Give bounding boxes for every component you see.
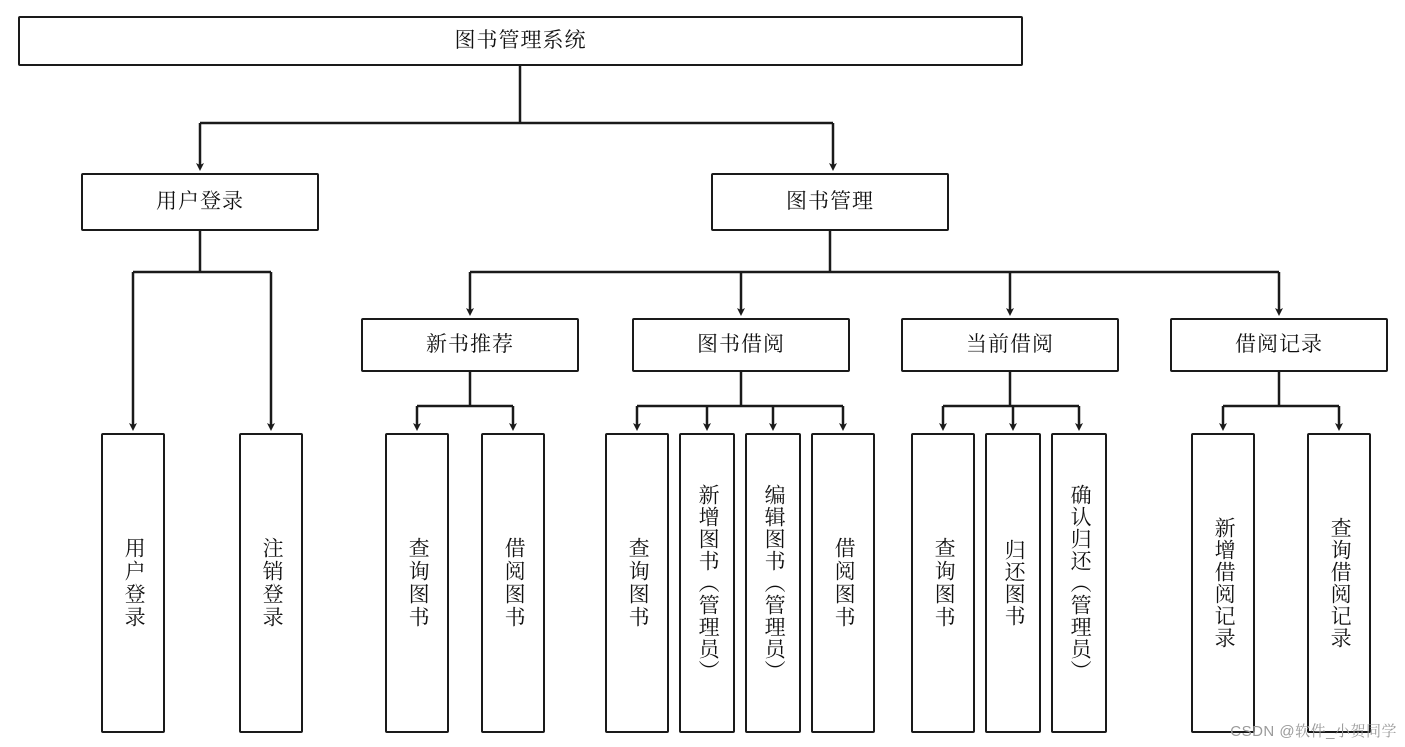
node-leaf-query-book-current: 查询图书 (911, 433, 975, 733)
node-user-login: 用户登录 (81, 173, 319, 231)
node-leaf-user-login: 用户登录 (101, 433, 165, 733)
node-borrow-record: 借阅记录 (1170, 318, 1388, 372)
node-leaf-query-book-new: 查询图书 (385, 433, 449, 733)
node-leaf-query-book-borrow: 查询图书 (605, 433, 669, 733)
node-leaf-add-borrow-record: 新增借阅记录 (1191, 433, 1255, 733)
node-leaf-borrow-book: 借阅图书 (811, 433, 875, 733)
node-leaf-confirm-return-admin: 确认归还（管理员） (1051, 433, 1107, 733)
watermark-text: CSDN @软件_小贺同学 (1230, 723, 1397, 740)
node-leaf-query-borrow-record: 查询借阅记录 (1307, 433, 1371, 733)
node-current-borrow: 当前借阅 (901, 318, 1119, 372)
node-leaf-return-book: 归还图书 (985, 433, 1041, 733)
node-leaf-add-book-admin: 新增图书（管理员） (679, 433, 735, 733)
node-book-borrow: 图书借阅 (632, 318, 850, 372)
node-leaf-borrow-book-new: 借阅图书 (481, 433, 545, 733)
node-leaf-logout: 注销登录 (239, 433, 303, 733)
node-book-management: 图书管理 (711, 173, 949, 231)
node-root: 图书管理系统 (18, 16, 1023, 66)
node-new-book-recommend: 新书推荐 (361, 318, 579, 372)
node-leaf-edit-book-admin: 编辑图书（管理员） (745, 433, 801, 733)
